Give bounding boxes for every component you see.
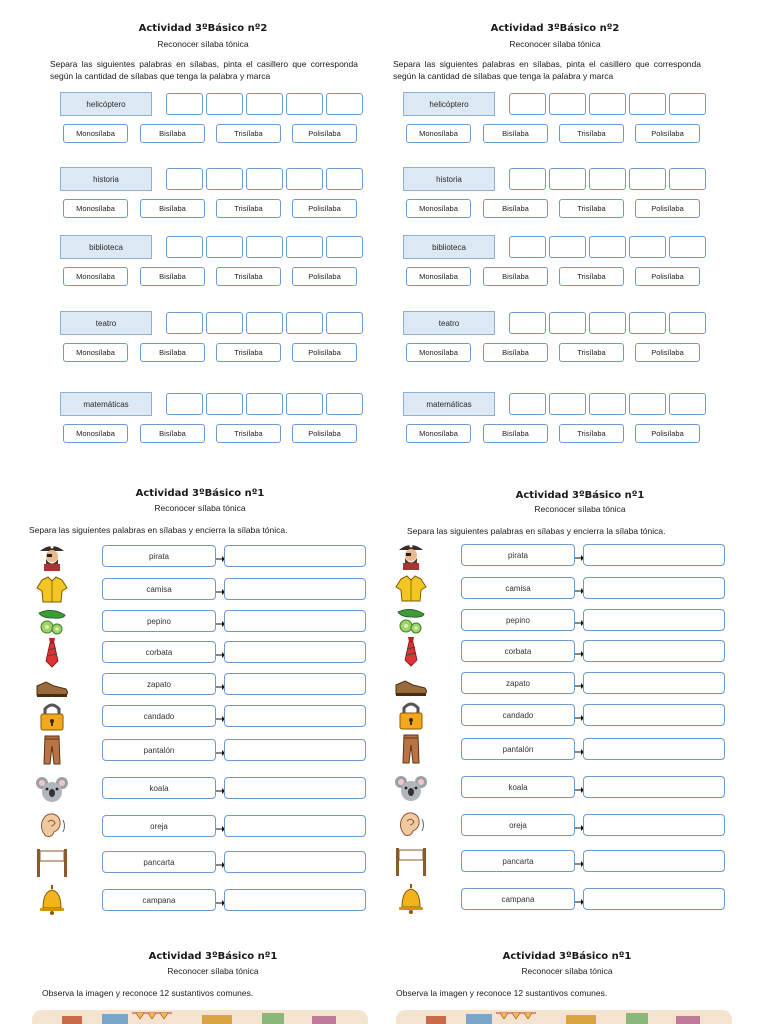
option-polisilaba[interactable]: Polisílaba (635, 343, 700, 362)
option-bisilaba[interactable]: Bisílaba (483, 424, 548, 443)
answer-field[interactable] (224, 545, 366, 567)
answer-field[interactable] (224, 739, 366, 761)
activity3-title: Actividad 3ºBásico nº1 (148, 951, 278, 962)
word-label-5: candado (102, 705, 216, 727)
syllable-cell[interactable] (509, 93, 546, 115)
tie-icon (393, 635, 429, 667)
syllable-cell[interactable] (286, 236, 323, 258)
activity3-instructions: Observa la imagen y reconoce 12 sustantivos comunes. (396, 988, 608, 998)
cucumber-icon (34, 605, 70, 637)
word-label-10: campana (461, 888, 575, 910)
option-bisilaba[interactable]: Bisílaba (483, 124, 548, 143)
scene-illustration (32, 1010, 368, 1024)
syllable-cell[interactable] (206, 236, 243, 258)
word-label-3: corbata (102, 641, 216, 663)
word-box-1: historia (60, 167, 152, 191)
option-bisilaba[interactable]: Bisílaba (483, 199, 548, 218)
answer-field[interactable] (583, 544, 725, 566)
syllable-cell[interactable] (166, 236, 203, 258)
answer-field[interactable] (583, 704, 725, 726)
answer-field[interactable] (224, 610, 366, 632)
option-trisilaba[interactable]: Trisílaba (559, 424, 624, 443)
option-monosilaba[interactable]: Monosílaba (406, 343, 471, 362)
syllable-cell[interactable] (246, 168, 283, 190)
option-monosilaba[interactable]: Monosílaba (63, 267, 128, 286)
pants-icon (34, 734, 70, 766)
answer-field[interactable] (224, 641, 366, 663)
answer-field[interactable] (583, 738, 725, 760)
answer-field[interactable] (224, 578, 366, 600)
answer-field[interactable] (224, 705, 366, 727)
syllable-cell[interactable] (549, 168, 586, 190)
word-label-7: koala (461, 776, 575, 798)
word-box-4: matemáticas (60, 392, 152, 416)
option-bisilaba[interactable]: Bisílaba (140, 424, 205, 443)
tie-icon (34, 636, 70, 668)
word-label-6: pantalón (461, 738, 575, 760)
option-polisilaba[interactable]: Polisílaba (292, 343, 357, 362)
option-bisilaba[interactable]: Bisílaba (140, 199, 205, 218)
ear-icon (34, 810, 70, 842)
word-box-3: teatro (60, 311, 152, 335)
option-polisilaba[interactable]: Polisílaba (635, 267, 700, 286)
syllable-cell[interactable] (669, 168, 706, 190)
option-bisilaba[interactable]: Bisílaba (483, 267, 548, 286)
syllable-cell[interactable] (509, 236, 546, 258)
option-monosilaba[interactable]: Monosílaba (406, 424, 471, 443)
answer-field[interactable] (224, 889, 366, 911)
answer-field[interactable] (583, 672, 725, 694)
syllable-cell[interactable] (206, 93, 243, 115)
activity2-title: Actividad 3ºBásico nº2 (138, 23, 268, 34)
option-polisilaba[interactable]: Polisílaba (635, 124, 700, 143)
option-bisilaba[interactable]: Bisílaba (140, 343, 205, 362)
option-bisilaba[interactable]: Bisílaba (140, 124, 205, 143)
ear-icon (393, 809, 429, 841)
word-box-0: helicóptero (60, 92, 152, 116)
pants-icon (393, 733, 429, 765)
pirate-icon (393, 539, 429, 571)
word-box-3: teatro (403, 311, 495, 335)
option-trisilaba[interactable]: Trisílaba (216, 124, 281, 143)
option-trisilaba[interactable]: Trisílaba (216, 343, 281, 362)
option-bisilaba[interactable]: Bisílaba (483, 343, 548, 362)
word-label-2: pepino (102, 610, 216, 632)
option-bisilaba[interactable]: Bisílaba (140, 267, 205, 286)
word-label-0: pirata (102, 545, 216, 567)
option-monosilaba[interactable]: Monosílaba (63, 343, 128, 362)
syllable-cell[interactable] (246, 312, 283, 334)
option-monosilaba[interactable]: Monosílaba (406, 199, 471, 218)
option-polisilaba[interactable]: Polisílaba (292, 424, 357, 443)
option-polisilaba[interactable]: Polisílaba (292, 124, 357, 143)
shirt-icon (393, 572, 429, 604)
shoe-icon (34, 668, 70, 700)
syllable-cell[interactable] (509, 393, 546, 415)
syllable-cell[interactable] (669, 312, 706, 334)
activity1-subtitle: Reconocer sílaba tónica (154, 503, 246, 513)
syllable-cell[interactable] (509, 168, 546, 190)
syllable-cell[interactable] (326, 393, 363, 415)
word-label-3: corbata (461, 640, 575, 662)
activity2-subtitle: Reconocer sílaba tónica (157, 39, 249, 49)
option-trisilaba[interactable]: Trisílaba (216, 267, 281, 286)
word-label-0: pirata (461, 544, 575, 566)
answer-field[interactable] (583, 850, 725, 872)
syllable-cell[interactable] (669, 236, 706, 258)
syllable-cell[interactable] (629, 312, 666, 334)
word-label-1: camisa (102, 578, 216, 600)
activity3-subtitle: Reconocer sílaba tónica (167, 966, 259, 976)
syllable-cell[interactable] (246, 236, 283, 258)
syllable-cell[interactable] (589, 393, 626, 415)
word-box-1: historia (403, 167, 495, 191)
syllable-cell[interactable] (246, 93, 283, 115)
word-box-0: helicóptero (403, 92, 495, 116)
answer-field[interactable] (224, 777, 366, 799)
syllable-cell[interactable] (326, 312, 363, 334)
syllable-cell[interactable] (286, 93, 323, 115)
answer-field[interactable] (224, 673, 366, 695)
option-polisilaba[interactable]: Polisílaba (292, 199, 357, 218)
bell-icon (393, 883, 429, 915)
activity2-instructions: Separa las siguientes palabras en sílabas, pinta el casillero que corresponda según la cantidad de sílabas que tenga la palabra y marca (393, 59, 701, 81)
answer-field[interactable] (583, 609, 725, 631)
koala-icon (34, 772, 70, 804)
answer-field[interactable] (583, 888, 725, 910)
option-polisilaba[interactable]: Polisílaba (635, 424, 700, 443)
syllable-cell[interactable] (206, 168, 243, 190)
option-trisilaba[interactable]: Trisílaba (559, 199, 624, 218)
syllable-cell[interactable] (326, 93, 363, 115)
word-label-9: pancarta (102, 851, 216, 873)
option-monosilaba[interactable]: Monosílaba (63, 124, 128, 143)
syllable-cell[interactable] (629, 393, 666, 415)
word-box-2: biblioteca (60, 235, 152, 259)
syllable-cell[interactable] (589, 236, 626, 258)
syllable-cell[interactable] (669, 93, 706, 115)
syllable-cell[interactable] (206, 393, 243, 415)
option-polisilaba[interactable]: Polisílaba (292, 267, 357, 286)
word-box-2: biblioteca (403, 235, 495, 259)
banner-icon (34, 846, 70, 878)
cucumber-icon (393, 604, 429, 636)
activity1-subtitle: Reconocer sílaba tónica (534, 504, 626, 514)
option-monosilaba[interactable]: Monosílaba (406, 267, 471, 286)
answer-field[interactable] (583, 577, 725, 599)
syllable-cell[interactable] (549, 312, 586, 334)
banner-icon (393, 845, 429, 877)
activity3-instructions: Observa la imagen y reconoce 12 sustantivos comunes. (42, 988, 254, 998)
word-box-4: matemáticas (403, 392, 495, 416)
activity2-title: Actividad 3ºBásico nº2 (490, 23, 620, 34)
answer-field[interactable] (583, 814, 725, 836)
syllable-cell[interactable] (509, 312, 546, 334)
syllable-cell[interactable] (326, 236, 363, 258)
syllable-cell[interactable] (246, 393, 283, 415)
option-polisilaba[interactable]: Polisílaba (635, 199, 700, 218)
answer-field[interactable] (224, 851, 366, 873)
syllable-cell[interactable] (206, 312, 243, 334)
word-label-2: pepino (461, 609, 575, 631)
syllable-cell[interactable] (629, 236, 666, 258)
word-label-8: oreja (102, 815, 216, 837)
shoe-icon (393, 667, 429, 699)
word-label-8: oreja (461, 814, 575, 836)
syllable-cell[interactable] (166, 93, 203, 115)
option-trisilaba[interactable]: Trisílaba (559, 267, 624, 286)
answer-field[interactable] (224, 815, 366, 837)
syllable-cell[interactable] (589, 93, 626, 115)
answer-field[interactable] (583, 640, 725, 662)
syllable-cell[interactable] (286, 168, 323, 190)
option-trisilaba[interactable]: Trisílaba (216, 199, 281, 218)
koala-icon (393, 771, 429, 803)
option-trisilaba[interactable]: Trisílaba (559, 124, 624, 143)
activity1-instructions: Separa las siguientes palabras en sílabas y encierra la sílaba tónica. (29, 525, 288, 535)
syllable-cell[interactable] (286, 312, 323, 334)
bell-icon (34, 884, 70, 916)
syllable-cell[interactable] (629, 168, 666, 190)
activity3-subtitle: Reconocer sílaba tónica (521, 966, 613, 976)
option-trisilaba[interactable]: Trisílaba (216, 424, 281, 443)
activity1-title: Actividad 3ºBásico nº1 (135, 488, 265, 499)
answer-field[interactable] (583, 776, 725, 798)
activity2-subtitle: Reconocer sílaba tónica (509, 39, 601, 49)
pirate-icon (34, 540, 70, 572)
word-label-5: candado (461, 704, 575, 726)
option-monosilaba[interactable]: Monosílaba (63, 199, 128, 218)
word-label-1: camisa (461, 577, 575, 599)
activity1-title: Actividad 3ºBásico nº1 (515, 490, 645, 501)
padlock-icon (393, 699, 429, 731)
word-label-9: pancarta (461, 850, 575, 872)
activity1-instructions: Separa las siguientes palabras en sílabas y encierra la sílaba tónica. (407, 526, 666, 536)
option-monosilaba[interactable]: Monosílaba (63, 424, 128, 443)
option-monosilaba[interactable]: Monosílaba (406, 124, 471, 143)
syllable-cell[interactable] (166, 168, 203, 190)
syllable-cell[interactable] (166, 393, 203, 415)
syllable-cell[interactable] (166, 312, 203, 334)
activity3-title: Actividad 3ºBásico nº1 (502, 951, 632, 962)
option-trisilaba[interactable]: Trisílaba (559, 343, 624, 362)
word-label-7: koala (102, 777, 216, 799)
word-label-4: zapato (102, 673, 216, 695)
padlock-icon (34, 700, 70, 732)
activity2-instructions: Separa las siguientes palabras en sílabas, pinta el casillero que corresponda según la cantidad de sílabas que tenga la palabra y marca (50, 59, 358, 81)
word-label-10: campana (102, 889, 216, 911)
syllable-cell[interactable] (589, 168, 626, 190)
scene-illustration (396, 1010, 732, 1024)
syllable-cell[interactable] (549, 393, 586, 415)
syllable-cell[interactable] (326, 168, 363, 190)
syllable-cell[interactable] (549, 93, 586, 115)
syllable-cell[interactable] (589, 312, 626, 334)
syllable-cell[interactable] (286, 393, 323, 415)
syllable-cell[interactable] (669, 393, 706, 415)
shirt-icon (34, 573, 70, 605)
syllable-cell[interactable] (549, 236, 586, 258)
syllable-cell[interactable] (629, 93, 666, 115)
word-label-4: zapato (461, 672, 575, 694)
word-label-6: pantalón (102, 739, 216, 761)
